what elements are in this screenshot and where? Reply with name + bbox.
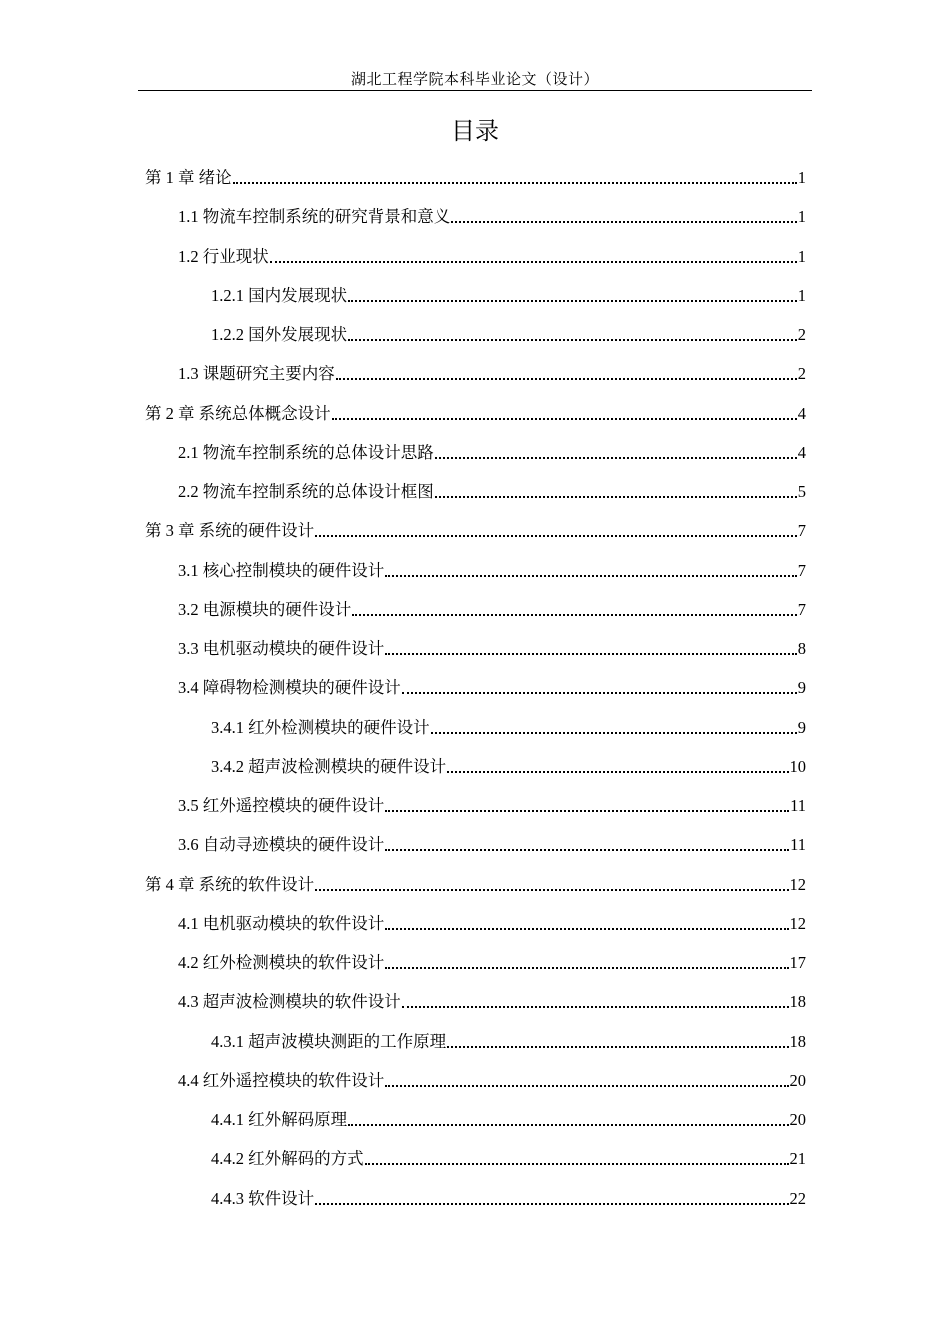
- toc-entry[interactable]: [178, 361, 806, 387]
- toc-dot-leader: [431, 715, 797, 741]
- toc-dot-leader: [352, 597, 797, 623]
- toc-entry-page-number: 4: [797, 403, 806, 423]
- toc-dot-leader: [270, 244, 797, 270]
- toc-entry[interactable]: [211, 1146, 806, 1172]
- toc-entry[interactable]: [178, 597, 806, 623]
- toc-entry-page-number: 20: [789, 1070, 806, 1090]
- toc-entry-label: 2.1 物流车控制系统的总体设计思路: [178, 442, 434, 462]
- toc-entry-label: 第 2 章 系统总体概念设计: [145, 403, 331, 423]
- running-header: 湖北工程学院本科毕业论文（设计）: [350, 70, 599, 88]
- toc-entry-label: 4.4.3 软件设计: [211, 1188, 315, 1208]
- toc-title: 目录: [451, 117, 499, 145]
- toc-entry-label: 第 1 章 绪论: [145, 168, 232, 187]
- toc-entry-label: 3.6 自动寻迹模块的硬件设计: [178, 835, 385, 855]
- toc-entry-label: 3.3 电机驱动模块的硬件设计: [178, 639, 385, 658]
- toc-entry[interactable]: [145, 518, 806, 544]
- toc-dot-leader: [435, 479, 797, 505]
- toc-dot-leader: [315, 872, 788, 898]
- toc-entry-label: 4.3 超声波检测模块的软件设计: [178, 992, 401, 1012]
- toc-entry-label: 3.2 电源模块的硬件设计: [178, 599, 352, 619]
- toc-dot-leader: [385, 832, 789, 858]
- toc-entry[interactable]: [211, 754, 806, 780]
- toc-dot-leader: [348, 1107, 788, 1133]
- toc-entry[interactable]: [178, 244, 806, 270]
- toc-dot-leader: [385, 636, 797, 662]
- toc-entry[interactable]: [211, 322, 806, 348]
- toc-dot-leader: [447, 754, 788, 780]
- toc-entry-page-number: 1: [797, 168, 806, 187]
- toc-dot-leader: [332, 401, 797, 427]
- toc-entry[interactable]: [178, 950, 806, 976]
- toc-entry-page-number: 12: [789, 913, 806, 933]
- header-rule: [138, 90, 812, 91]
- toc-entry[interactable]: [178, 989, 806, 1015]
- toc-entry-page-number: 1: [797, 285, 806, 305]
- toc-entry-page-number: 7: [797, 560, 806, 580]
- toc-dot-leader: [315, 1186, 788, 1212]
- toc-entry-label: 3.4.2 超声波检测模块的硬件设计: [211, 756, 447, 776]
- toc-entry[interactable]: [178, 636, 806, 662]
- toc-entry-label: 1.2.2 国外发展现状: [211, 325, 348, 344]
- toc-dot-leader: [336, 361, 797, 387]
- toc-entry-label: 第 3 章 系统的硬件设计: [145, 521, 315, 541]
- toc-entry-page-number: 17: [789, 953, 806, 972]
- toc-entry[interactable]: [211, 283, 806, 309]
- toc-entry-label: 2.2 物流车控制系统的总体设计框图: [178, 482, 434, 501]
- toc-entry-label: 1.1 物流车控制系统的研究背景和意义: [178, 207, 451, 227]
- toc-entry[interactable]: [211, 1186, 806, 1212]
- toc-dot-leader: [365, 1146, 789, 1172]
- toc-dot-leader: [385, 950, 788, 976]
- toc-entry-label: 4.1 电机驱动模块的软件设计: [178, 913, 385, 933]
- toc-entry-label: 3.5 红外遥控模块的硬件设计: [178, 796, 385, 815]
- toc-entry[interactable]: [178, 558, 806, 584]
- toc-entry-label: 第 4 章 系统的软件设计: [145, 874, 315, 894]
- toc-dot-leader: [315, 518, 797, 544]
- toc-entry[interactable]: [178, 911, 806, 937]
- toc-entry-page-number: 22: [789, 1188, 806, 1208]
- toc-entry-page-number: 7: [797, 599, 806, 619]
- toc-entry-page-number: 2: [797, 325, 806, 344]
- toc-dot-leader: [402, 675, 797, 701]
- toc-entry-page-number: 9: [797, 678, 806, 698]
- toc-entry-page-number: 11: [790, 835, 806, 855]
- toc-entry[interactable]: [211, 1029, 806, 1055]
- toc-entry-page-number: 12: [789, 874, 806, 894]
- toc-entry[interactable]: [145, 401, 806, 427]
- toc-dot-leader: [348, 283, 797, 309]
- toc-dot-leader: [233, 165, 797, 191]
- toc-dot-leader: [447, 1029, 788, 1055]
- toc-entry[interactable]: [145, 165, 806, 191]
- toc-entry-label: 1.3 课题研究主要内容: [178, 364, 335, 384]
- toc-entry-label: 4.4 红外遥控模块的软件设计: [178, 1070, 385, 1090]
- toc-entry-page-number: 18: [789, 1031, 806, 1051]
- toc-entry-label: 4.4.2 红外解码的方式: [211, 1149, 364, 1169]
- toc-entry-page-number: 7: [797, 521, 806, 541]
- toc-dot-leader: [385, 911, 788, 937]
- toc-entry[interactable]: [178, 793, 806, 819]
- toc-entry[interactable]: [178, 832, 806, 858]
- toc-entry-page-number: 10: [789, 756, 806, 776]
- toc-entry[interactable]: [178, 204, 806, 230]
- toc-entry-label: 1.2 行业现状: [178, 246, 269, 266]
- toc-entry-page-number: 8: [797, 639, 806, 658]
- toc-dot-leader: [451, 204, 797, 230]
- toc-entry-page-number: 5: [797, 482, 806, 501]
- toc-entry-label: 3.4 障碍物检测模块的硬件设计: [178, 678, 401, 698]
- toc-entry[interactable]: [211, 715, 806, 741]
- toc-dot-leader: [435, 440, 797, 466]
- toc-entry-page-number: 1: [797, 207, 806, 227]
- toc-entry-page-number: 4: [797, 442, 806, 462]
- toc-entry-page-number: 11: [790, 796, 806, 815]
- toc-dot-leader: [348, 322, 797, 348]
- toc-entry-page-number: 9: [797, 717, 806, 737]
- toc-entry[interactable]: [178, 675, 806, 701]
- toc-entry[interactable]: [211, 1107, 806, 1133]
- toc-entry-label: 4.3.1 超声波模块测距的工作原理: [211, 1031, 447, 1051]
- toc-entry-label: 4.4.1 红外解码原理: [211, 1110, 348, 1129]
- toc-entry-page-number: 2: [797, 364, 806, 384]
- toc-dot-leader: [385, 1068, 788, 1094]
- toc-entry-label: 4.2 红外检测模块的软件设计: [178, 953, 385, 972]
- toc-dot-leader: [385, 558, 797, 584]
- toc-entry-page-number: 20: [789, 1110, 806, 1129]
- toc-entry[interactable]: [178, 479, 806, 505]
- toc-entry[interactable]: [145, 872, 806, 898]
- toc-entry-label: 3.4.1 红外检测模块的硬件设计: [211, 717, 430, 737]
- toc-dot-leader: [402, 989, 789, 1015]
- toc-entry-page-number: 18: [789, 992, 806, 1012]
- toc-entry[interactable]: [178, 440, 806, 466]
- toc-entry-page-number: 1: [797, 246, 806, 266]
- toc-entry-label: 1.2.1 国内发展现状: [211, 285, 348, 305]
- toc-entry[interactable]: [178, 1068, 806, 1094]
- toc-entry-label: 3.1 核心控制模块的硬件设计: [178, 560, 385, 580]
- toc-dot-leader: [385, 793, 789, 819]
- toc-entry-page-number: 21: [789, 1149, 806, 1169]
